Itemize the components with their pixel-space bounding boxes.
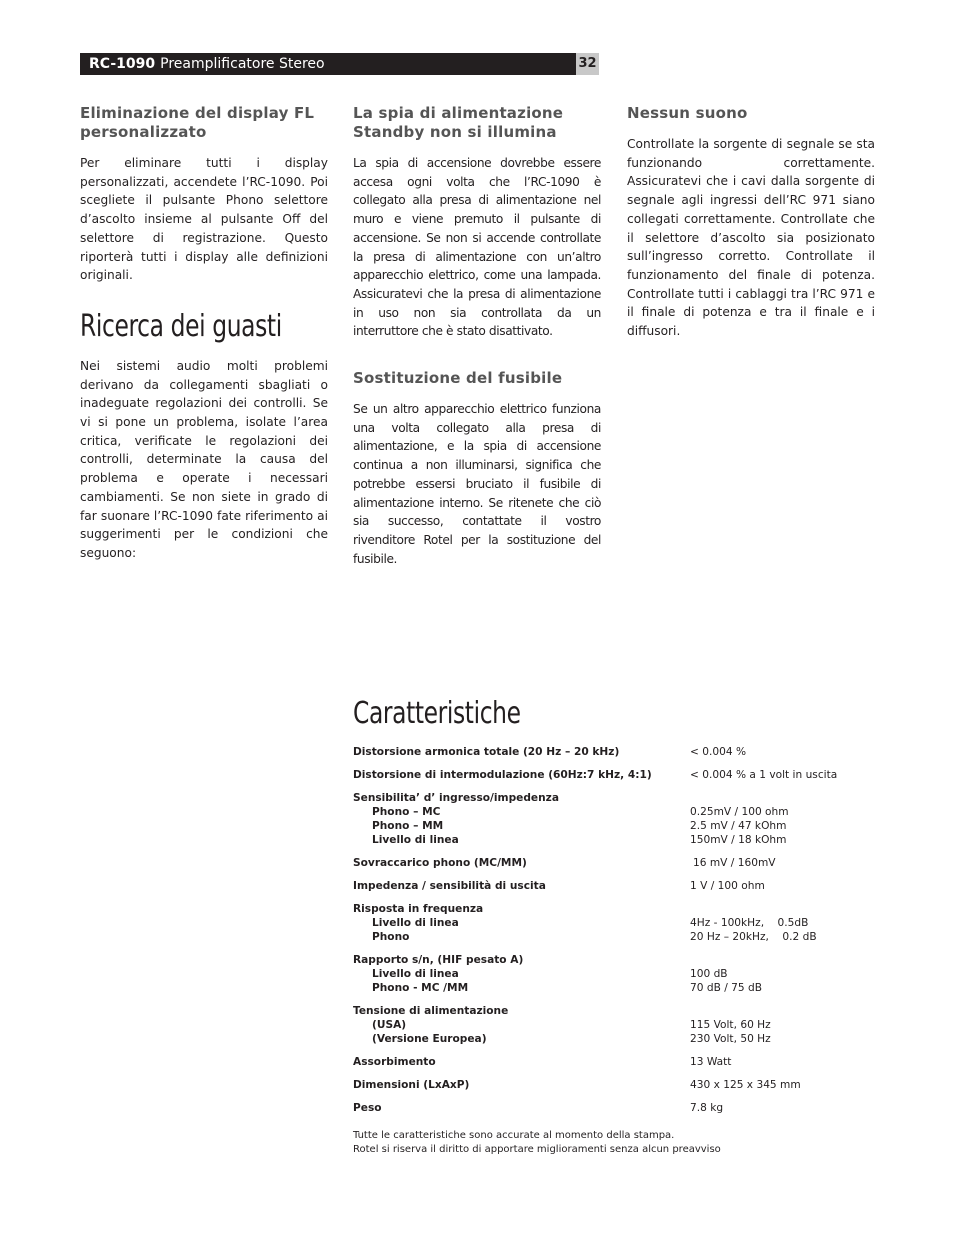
product-subtitle: Preamplificatore Stereo [160,56,325,72]
specifications-table [353,745,873,1124]
spec-value: < 0.004 % a 1 volt in uscita [690,769,838,781]
spec-value: 100 dB [690,968,728,980]
spec-label: Assorbimento [353,1056,436,1068]
heading-no-sound: Nessun suono [627,104,748,122]
spec-label: Peso [353,1102,382,1114]
spec-weight [353,1101,873,1115]
spec-imd [353,768,873,782]
spec-dimensions [353,1078,873,1092]
spec-value: 70 dB / 75 dB [690,982,762,994]
column-right [627,104,875,341]
spec-label: Sensibilita’ d’ ingresso/impedenza [353,792,559,804]
spec-label: Risposta in frequenza [353,903,484,915]
spec-frequency-response [353,902,873,944]
spec-sublabel: Livello di linea [372,917,459,929]
footnote-line: Rotel si riserva il diritto di apportare miglioramenti senza alcun preavviso [353,1144,721,1155]
spec-sensitivity [353,791,873,847]
heading-fuse: Sostituzione del fusibile [353,369,563,388]
paragraph-standby-led: La spia di accensione dovrebbe essere accesa ogni volta che l’RC-1090 è collegato alla presa di alimentazione nel muro e viene premuto il pulsante di accensione. Se non si accende controllate la presa di alimentazione con un’altro apparecchio elettrico, come una lampada. Assicuratevi che la presa di alimentazione in uso non sia controllata da un interruttore che è stato disattivato. [353,156,601,339]
spec-value: 1 V / 100 ohm [690,880,765,892]
spec-label: Tensione di alimentazione [353,1005,509,1017]
spec-value: 2.5 mV / 47 kOhm [690,820,787,832]
spec-value: 230 Volt, 50 Hz [690,1033,771,1045]
spec-label: Distorsione armonica totale (20 Hz – 20 kHz) [353,746,620,758]
spec-sublabel: (Versione Europea) [372,1033,487,1045]
spec-sublabel: Livello di linea [372,834,459,846]
paragraph-no-sound: Controllate la sorgente di segnale se sta funzionando correttamente. Assicuratevi che i cavi dalla sorgente di segnale agli ingressi dell’RC 971 siano collegati correttamente. Controllate che il selettore d’ascolto sia posizionato sull’ingresso corretto. Controllate il funzionamento del finale di potenza. Controllate tutti i cablaggi tra l’RC 971 e il finale di potenza e tra il finale e i diffusori. [627,137,875,339]
spec-snr [353,953,873,995]
spec-consumption [353,1055,873,1069]
spec-value: 13 Watt [690,1056,732,1068]
spec-value: 430 x 125 x 345 mm [690,1079,801,1091]
paragraph-fuse: Se un altro apparecchio elettrico funziona una volta collegato alla presa di alimentazione, e la spia di accensione continua a non illuminarsi, significa che potrebbe essersi bruciato il fusibile di alimentazione interno. Se ritenete che ciò sia successo, contattate il vostro rivenditore Rotel per la sostituzione del fusibile. [353,402,601,566]
spec-sublabel: Phono [372,931,410,943]
heading-delete-display: Eliminazione del display FL personalizzato [80,104,315,141]
section-title-troubleshooting: Ricerca dei guasti [80,308,282,344]
paragraph-troubleshooting: Nei sistemi audio molti problemi derivano da collegamenti sbagliati o inadeguate regolazioni dei controlli. Se vi si pone un problema, isolate l’area critica, verificate le regolazioni dei controlli, determinate la causa del problema e operate i necessari cambiamenti. Se non siete in grado di far suonare l’RC-1090 fate riferimento ai suggerimenti per le condizioni che seguono: [80,358,328,560]
column-middle [353,104,601,568]
footnote-line: Tutte le caratteristiche sono accurate al momento della stampa. [353,1130,675,1141]
specifications-footnote [353,1129,721,1157]
spec-value: 20 Hz – 20kHz, 0.2 dB [690,931,817,943]
spec-sublabel: Phono – MM [372,820,444,832]
spec-label: Sovraccarico phono (MC/MM) [353,857,527,869]
spec-power-supply [353,1004,873,1046]
spec-value: < 0.004 % [690,746,747,758]
spec-value: 115 Volt, 60 Hz [690,1019,771,1031]
spec-label: Rapporto s/n, (HIF pesato A) [353,954,524,966]
spec-value: 4Hz - 100kHz, 0.5dB [690,917,809,929]
spec-thd [353,745,873,759]
spec-label: Distorsione di intermodulazione (60Hz:7 kHz, 4:1) [353,769,652,781]
paragraph-delete-display: Per eliminare tutti i display personalizzati, accendete l’RC-1090. Poi scegliete il pulsante Phono selettore d’ascolto insieme al pulsante Off del selettore di registrazione. Questo riporterà tutti i display alle definizioni originali. [80,156,328,283]
spec-phono-overload [353,856,873,870]
spec-sublabel: Phono - MC /MM [372,982,469,994]
spec-value: 150mV / 18 kOhm [690,834,787,846]
spec-value: 16 mV / 160mV [693,857,776,869]
section-title-specifications: Caratteristiche [353,696,521,731]
page-number: 32 [576,53,599,75]
column-left [80,104,328,563]
spec-sublabel: Livello di linea [372,968,459,980]
spec-output-impedance [353,879,873,893]
spec-sublabel: (USA) [372,1019,407,1031]
model-name: RC-1090 [89,56,156,72]
spec-value: 7.8 kg [690,1102,724,1114]
spec-label: Dimensioni (LxAxP) [353,1079,470,1091]
spec-sublabel: Phono – MC [372,806,441,818]
spec-value: 0.25mV / 100 ohm [690,806,789,818]
heading-standby-led: La spia di alimentazione Standby non si illumina [353,104,564,141]
page-header [89,55,325,73]
spec-label: Impedenza / sensibilità di uscita [353,880,546,892]
